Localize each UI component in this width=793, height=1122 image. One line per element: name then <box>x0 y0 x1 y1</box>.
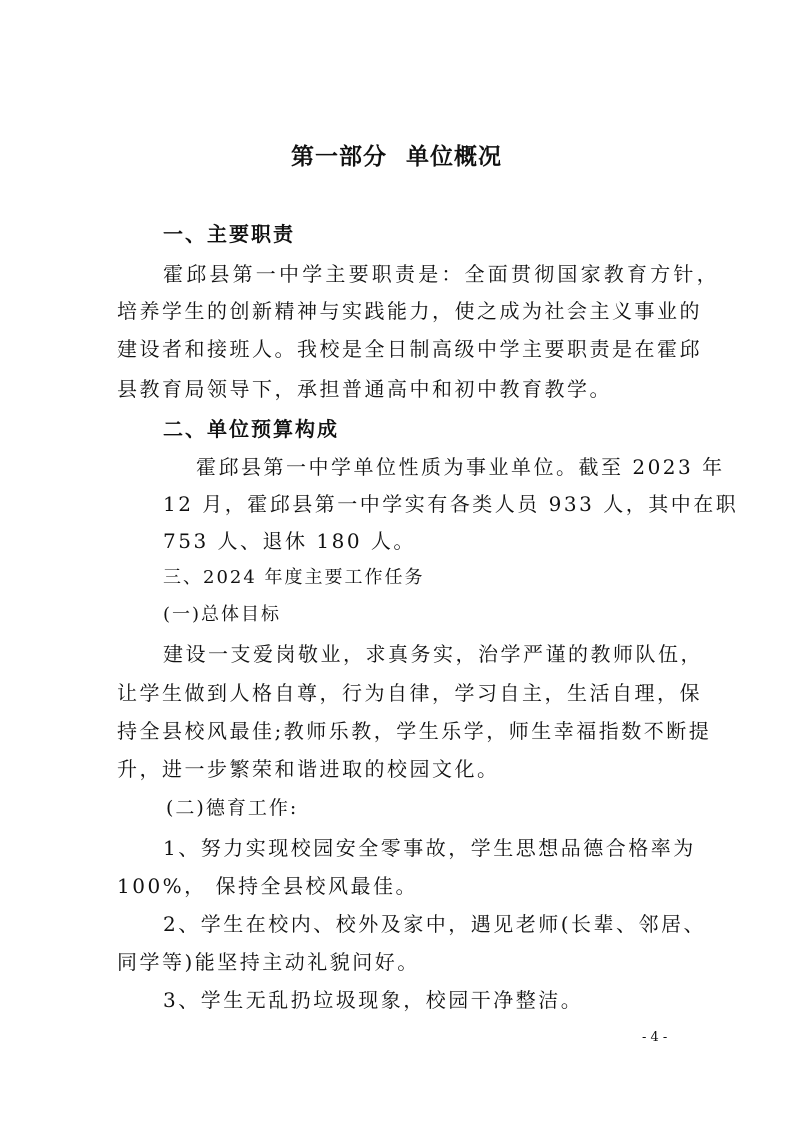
paragraph-line: 100%， 保持全县校风最佳。 <box>117 874 419 898</box>
paragraph-line: 让学生做到人格自尊，行为自律，学习自主，生活自理，保 <box>117 681 702 705</box>
section-heading-main-duties: 一、主要职责 <box>163 222 295 246</box>
paragraph-line: 建设一支爱岗敬业，求真务实，治学严谨的教师队伍， <box>163 642 703 666</box>
paragraph-line: 霍邱县第一中学主要职责是：全面贯彻国家教育方针， <box>163 262 720 286</box>
section-heading-annual-tasks: 三、2024 年度主要工作任务 <box>163 567 425 588</box>
paragraph-line: 1、努力实现校园安全零事故，学生思想品德合格率为 <box>163 836 696 860</box>
paragraph-line: 同学等)能坚持主动礼貌问好。 <box>117 950 420 974</box>
subsection-heading-overall-goal: (一)总体目标 <box>163 604 282 625</box>
paragraph-line: 县教育局领导下，承担普通高中和初中教育教学。 <box>117 377 612 401</box>
section-heading-budget-composition: 二、单位预算构成 <box>163 417 339 441</box>
paragraph-line: 升，进一步繁荣和谐进取的校园文化。 <box>117 757 500 781</box>
page-title: 第一部分 单位概况 <box>290 144 502 170</box>
paragraph-line: 建设者和接班人。我校是全日制高级中学主要职责是在霍邱 <box>117 337 702 361</box>
paragraph-line: 培养学生的创新精神与实践能力，使之成为社会主义事业的 <box>117 299 702 323</box>
paragraph-line: 持全县校风最佳;教师乐教，学生乐学，师生幸福指数不断提 <box>117 719 712 743</box>
subsection-heading-moral-education: (二)德育工作: <box>166 797 299 819</box>
paragraph-line: 753 人、退休 180 人。 <box>163 529 416 553</box>
paragraph-line: 霍邱县第一中学单位性质为事业单位。截至 2023 年 <box>196 455 725 479</box>
paragraph-line: 3、学生无乱扔垃圾现象，校园干净整洁。 <box>163 988 584 1012</box>
paragraph-line: 2、学生在校内、校外及家中，遇见老师(长辈、邻居、 <box>163 912 707 936</box>
paragraph-line: 12 月，霍邱县第一中学实有各类人员 933 人，其中在职 <box>163 492 739 516</box>
page-number: - 4 - <box>642 1030 668 1045</box>
